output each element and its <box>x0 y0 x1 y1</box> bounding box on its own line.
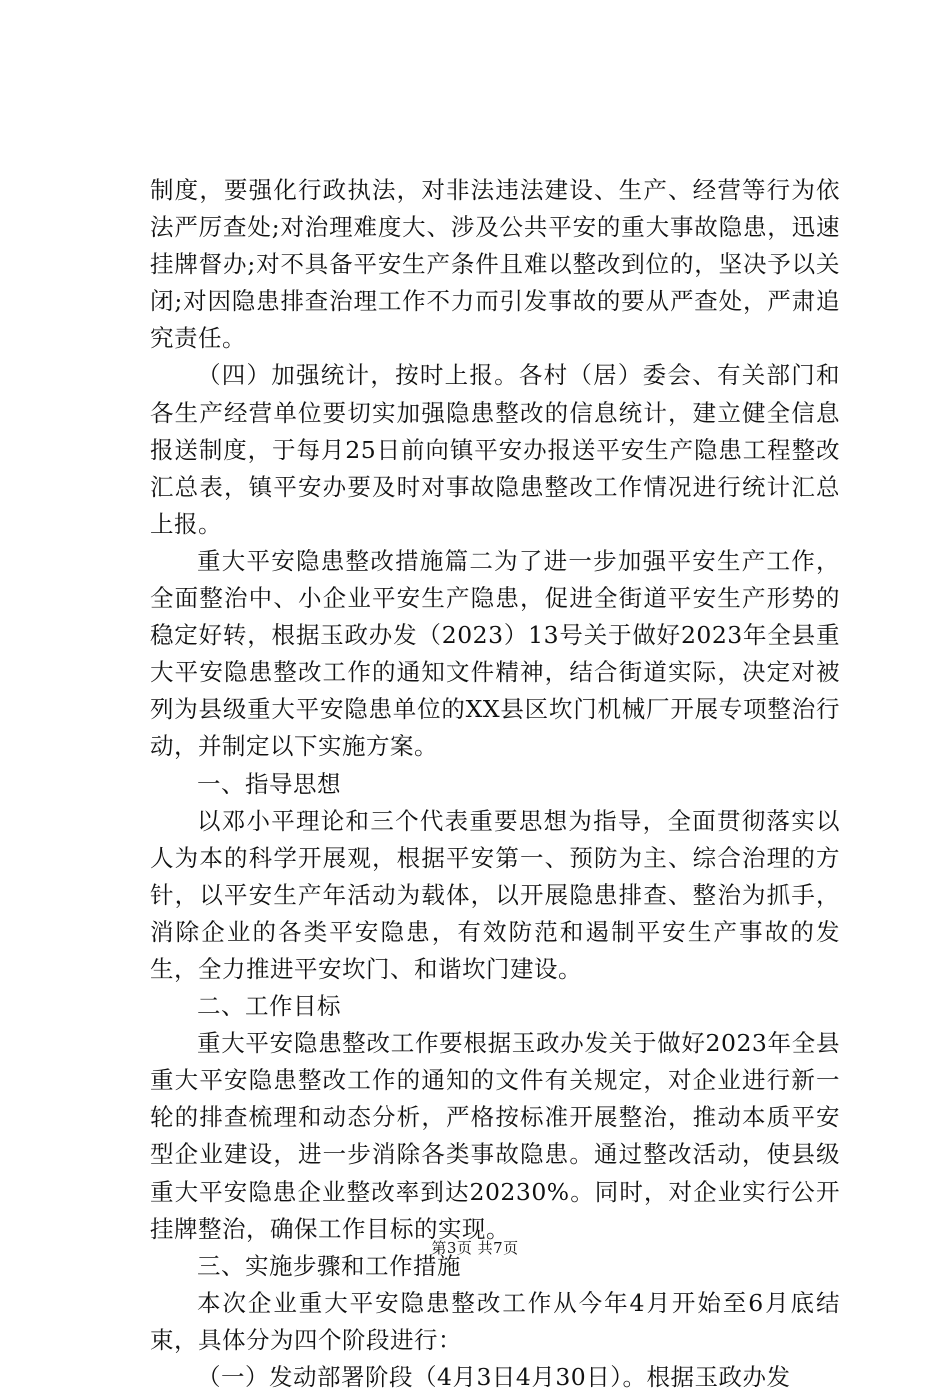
heading-implementation-steps: 三、实施步骤和工作措施 <box>197 1251 461 1280</box>
paragraph-guiding-ideology: 以邓小平理论和三个代表重要思想为指导，全面贯彻落实以人为本的科学开展观，根据平安第一、预防为主、综合治理的方针，以平安生产年活动为载体，以开展隐患排查、整治为抓手，消除企业的各类平安隐患，有效防范和遏制平安生产事故的发生，全力推进平安坎门、和谐坎门建设。 <box>150 806 840 983</box>
paragraph-work-goals: 重大平安隐患整改工作要根据玉政办发关于做好2023年全县重大平安隐患整改工作的通知的文件有关规定，对企业进行新一轮的排查梳理和动态分析，严格按标准开展整治，推动本质平安型企业建设，进一步消除各类事故隐患。通过整改活动，使县级重大平安隐患企业整改率到达20230%。同时，对企业实行公开挂牌整治，确保工作目标的实现。 <box>150 1029 840 1243</box>
heading-work-goals: 二、工作目标 <box>197 992 341 1021</box>
paragraph-continued: 制度，要强化行政执法，对非法违法建设、生产、经营等行为依法严厉查处;对治理难度大、涉及公共平安的重大事故隐患，迅速挂牌督办;对不具备平安生产条件且难以整改到位的，坚决予以关闭;对因隐患排查治理工作不力而引发事故的要从严查处，严肃追究责任。 <box>150 176 840 353</box>
paragraph-phase-one: （一）发动部署阶段（4月3日4月30日）。根据玉政办发 <box>197 1363 791 1391</box>
document-body <box>150 172 840 1396</box>
paragraph-part-two-intro: 重大平安隐患整改措施篇二为了进一步加强平安生产工作，全面整治中、小企业平安生产隐患，促进全街道平安生产形势的稳定好转，根据玉政办发（2023）13号关于做好2023年全县重大平安隐患整改工作的通知文件精神，结合街道实际，决定对被列为县级重大平安隐患单位的XX县区坎门机械厂开展专项整治行动，并制定以下实施方案。 <box>150 546 840 761</box>
paragraph-implementation-steps: 本次企业重大平安隐患整改工作从今年4月开始至6月底结束，具体分为四个阶段进行： <box>150 1288 840 1354</box>
paragraph-statistics: （四）加强统计，按时上报。各村（居）委会、有关部门和各生产经营单位要切实加强隐患整改的信息统计，建立健全信息报送制度，于每月25日前向镇平安办报送平安生产隐患工程整改汇总表，镇平安办要及时对事故隐患整改工作情况进行统计汇总上报。 <box>150 361 840 538</box>
page-footer <box>0 1238 950 1258</box>
heading-guiding-ideology: 一、指导思想 <box>197 769 341 798</box>
page-number-label: 第3页 共7页 <box>431 1239 519 1257</box>
